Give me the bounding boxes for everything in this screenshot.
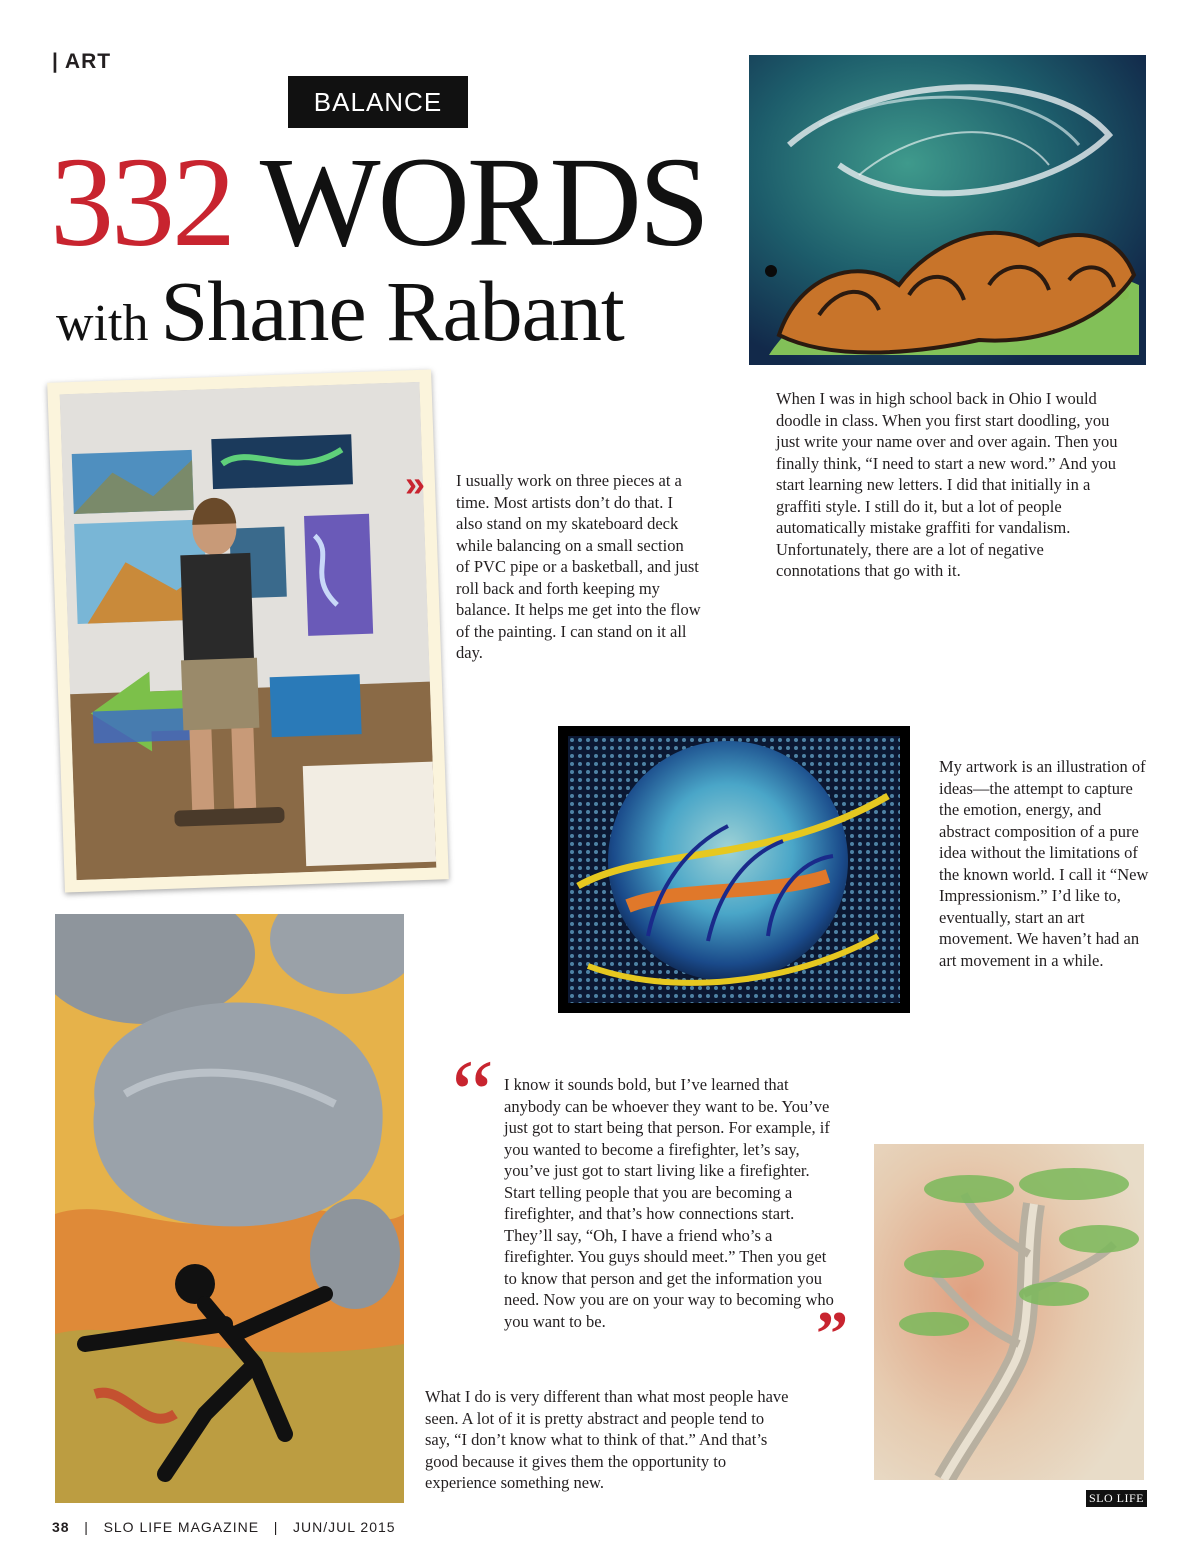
open-quote-icon: “ — [442, 1040, 496, 1147]
paragraph-three-pieces: I usually work on three pieces at a time. Most artists don’t do that. I also stand on my skateboard deck while balancing on a small section of PVC pipe or a basketball, and just roll back and forth keeping my balance. It helps me get into the flow of the painting. I can stand on it all day. — [456, 471, 701, 662]
issue-date: JUN/JUL 2015 — [293, 1519, 396, 1535]
section-tag: | ART — [52, 50, 112, 73]
chevron-right-icon: » — [405, 463, 426, 504]
footer-divider: | — [263, 1519, 289, 1535]
kicker-label: BALANCE — [288, 76, 468, 128]
paragraph-ohio: When I was in high school back in Ohio I would doodle in class. When you first start doodling, you just write your name over and over again. Then you finally think, “I need to start a new word.” And you start learning new letters. I did that initially in a graffiti style. I still do it, but a lot of people automatically mistake graffiti for vandalism. Unfortunately, there are a lot of negative connotations that go with it. — [776, 389, 1118, 580]
paragraph-different: What I do is very different than what most people have seen. A lot of it is pretty abstract and people tend to say, “I don’t know what to think of that.” And that’s good because it gives them the opportunity to experience something new. — [425, 1387, 789, 1492]
tree-painting-image — [874, 1144, 1144, 1480]
headline-line-2 — [56, 263, 624, 359]
boulder-figure-painting-image — [55, 914, 404, 1503]
artist-studio-photo — [47, 369, 449, 892]
pull-quote: I know it sounds bold, but I’ve learned that anybody can be whoever they want to be. You’ve just got to start being that person. For example, if you wanted to become a firefighter, let’s say, you’ve just got to start living like a firefighter. Start telling people that you are becoming a firefighter, and that’s how connections start. They’ll say, “Oh, I have a friend who’s a firefighter. You guys should meet.” Then you get to know that person and get the information you need. Now you are on your way to becoming who you want to be. — [504, 1075, 834, 1331]
page-footer — [52, 1519, 396, 1535]
abstract-circle-painting-image — [558, 726, 910, 1013]
headline-with: with — [56, 295, 149, 352]
headline-word: WORDS — [259, 131, 707, 273]
headline-artist-name: Shane Rabant — [160, 263, 624, 359]
slo-life-badge: SLO LIFE — [1086, 1490, 1147, 1507]
headline-line-1 — [50, 131, 707, 273]
paragraph-illustration: My artwork is an illustration of ideas—the attempt to capture the emotion, energy, and abstract composition of a pure idea without the limitations of the known world. I call it “New Impressionism.” I’d like to, eventually, start an art movement. We haven’t had an art movement in a while. — [939, 757, 1149, 970]
footer-divider: | — [74, 1519, 99, 1535]
headline-number: 332 — [50, 131, 233, 273]
close-quote-icon: ” — [816, 1298, 848, 1369]
magazine-name: SLO LIFE MAGAZINE — [103, 1519, 260, 1535]
page-number: 38 — [52, 1519, 70, 1535]
graffiti-painting-image — [749, 55, 1146, 365]
